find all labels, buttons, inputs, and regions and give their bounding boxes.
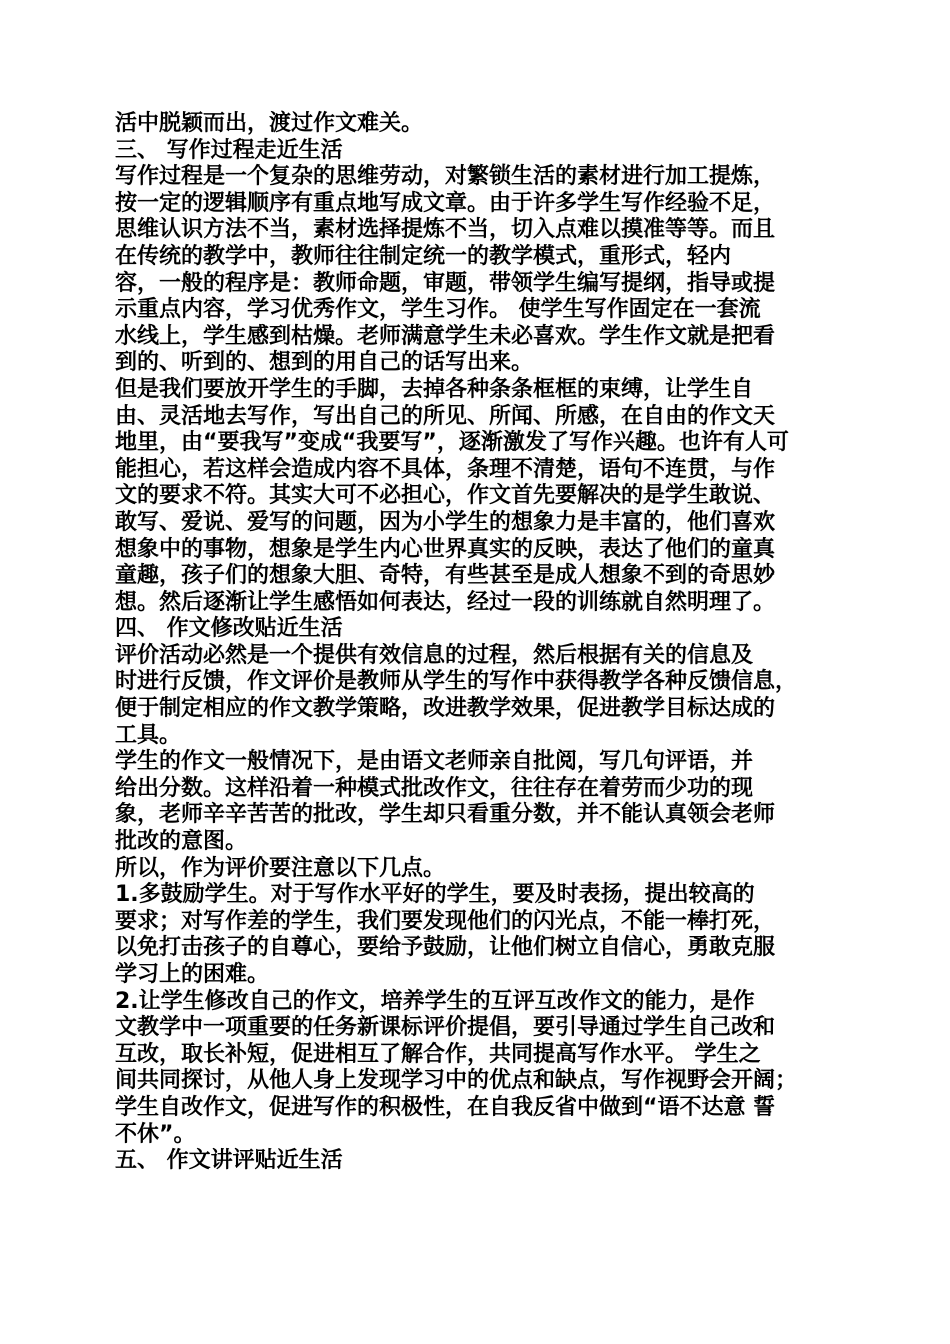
list-item-2: 2.让学生修改自己的作文，培养学生的互评互改作文的能力，是作: [115, 988, 755, 1014]
text-line: 学习上的困难。: [115, 962, 270, 987]
text-line: 间共同探讨，从他人身上发现学习中的优点和缺点，写作视野会开阔；: [115, 1068, 798, 1094]
text-line: 工具。: [115, 722, 182, 748]
text-line: 容，一般的程序是：教师命题，审题，带领学生编写提纲，指导或提: [115, 270, 776, 296]
text-line: 想象中的事物，想象是学生内心世界真实的反映，表达了他们的童真: [115, 536, 776, 562]
text-line: 以免打击孩子的自尊心，要给予鼓励，让他们树立自信心，勇敢克服: [115, 935, 776, 961]
text-line: 批改的意图。: [115, 829, 248, 855]
text-line: 文的要求不符。其实大可不必担心，作文首先要解决的是学生敢说、: [115, 483, 776, 509]
text-line: 敢写、爱说、爱写的问题，因为小学生的想象力是丰富的，他们喜欢: [115, 509, 776, 535]
list-item-1: 1.多鼓励学生。对于写作水平好的学生，要及时表扬，提出较高的: [115, 882, 755, 908]
text-line: 但是我们要放开学生的手脚，去掉各种条条框框的束缚，让学生自: [115, 376, 754, 402]
text-line: 写作过程是一个复杂的思维劳动，对繁锁生活的素材进行加工提炼，: [115, 164, 776, 190]
text-line: 到的、听到的、想到的用自己的话写出来。: [115, 350, 534, 376]
text-line: 时进行反馈，作文评价是教师从学生的写作中获得教学各种反馈信息，: [115, 669, 798, 695]
text-line: 按一定的逻辑顺序有重点地写成文章。由于许多学生写作经验不足，: [115, 190, 776, 216]
text-line: 要求；对写作差的学生，我们要发现他们的闪光点，不能一棒打死，: [115, 908, 776, 934]
text-line: 水线上，学生感到枯燥。老师满意学生未必喜欢。学生作文就是把看: [115, 323, 776, 349]
text-line: 学生自改作文，促进写作的积极性，在自我反省中做到“语不达意 誓: [115, 1094, 776, 1120]
text-line: 互改，取长补短，促进相互了解合作，共同提高写作水平。 学生之: [115, 1041, 761, 1067]
text-line: 活中脱颖而出，渡过作文难关。: [115, 111, 424, 136]
text-line: 想。然后逐渐让学生感悟如何表达，经过一段的训练就自然明理了。: [115, 589, 776, 615]
text-line: 不休”。: [115, 1121, 196, 1147]
text-line: 能担心，若这样会造成内容不具体，条理不清楚，语句不连贯，与作: [115, 456, 776, 482]
text-line: 由、灵活地去写作，写出自己的所见、所闻、所感，在自由的作文天: [115, 403, 776, 429]
text-line: 便于制定相应的作文教学策略，改进教学效果，促进教学目标达成的: [115, 696, 776, 722]
document-body: [115, 111, 855, 1175]
section-heading-3: 三、 写作过程走近生活: [115, 137, 343, 163]
text-line: 在传统的教学中，教师往往制定统一的教学模式，重形式，轻内: [115, 243, 732, 269]
text-line: 所以，作为评价要注意以下几点。: [115, 855, 446, 881]
text-line: 地里，由“要我写”变成“我要写”，逐渐激发了写作兴趣。也许有人可: [115, 430, 789, 456]
text-line: 给出分数。这样沿着一种模式批改作文，往往存在着劳而少功的现: [115, 775, 754, 801]
text-line: 示重点内容，学习优秀作文，学生习作。 使学生写作固定在一套流: [115, 297, 761, 323]
text-line: 评价活动必然是一个提供有效信息的过程，然后根据有关的信息及: [115, 642, 754, 668]
section-heading-5: 五、 作文讲评贴近生活: [115, 1148, 343, 1174]
text-line: 象，老师辛辛苦苦的批改，学生却只看重分数，并不能认真领会老师: [115, 802, 776, 828]
section-heading-4: 四、 作文修改贴近生活: [115, 616, 343, 642]
text-line: 思维认识方法不当，素材选择提炼不当，切入点难以摸准等等。而且: [115, 217, 776, 243]
text-line: 文教学中一项重要的任务新课标评价提倡，要引导通过学生自己改和: [115, 1015, 776, 1041]
text-line: 学生的作文一般情况下，是由语文老师亲自批阅，写几句评语，并: [115, 749, 754, 775]
text-line: 童趣，孩子们的想象大胆、奇特，有些甚至是成人想象不到的奇思妙: [115, 563, 776, 589]
